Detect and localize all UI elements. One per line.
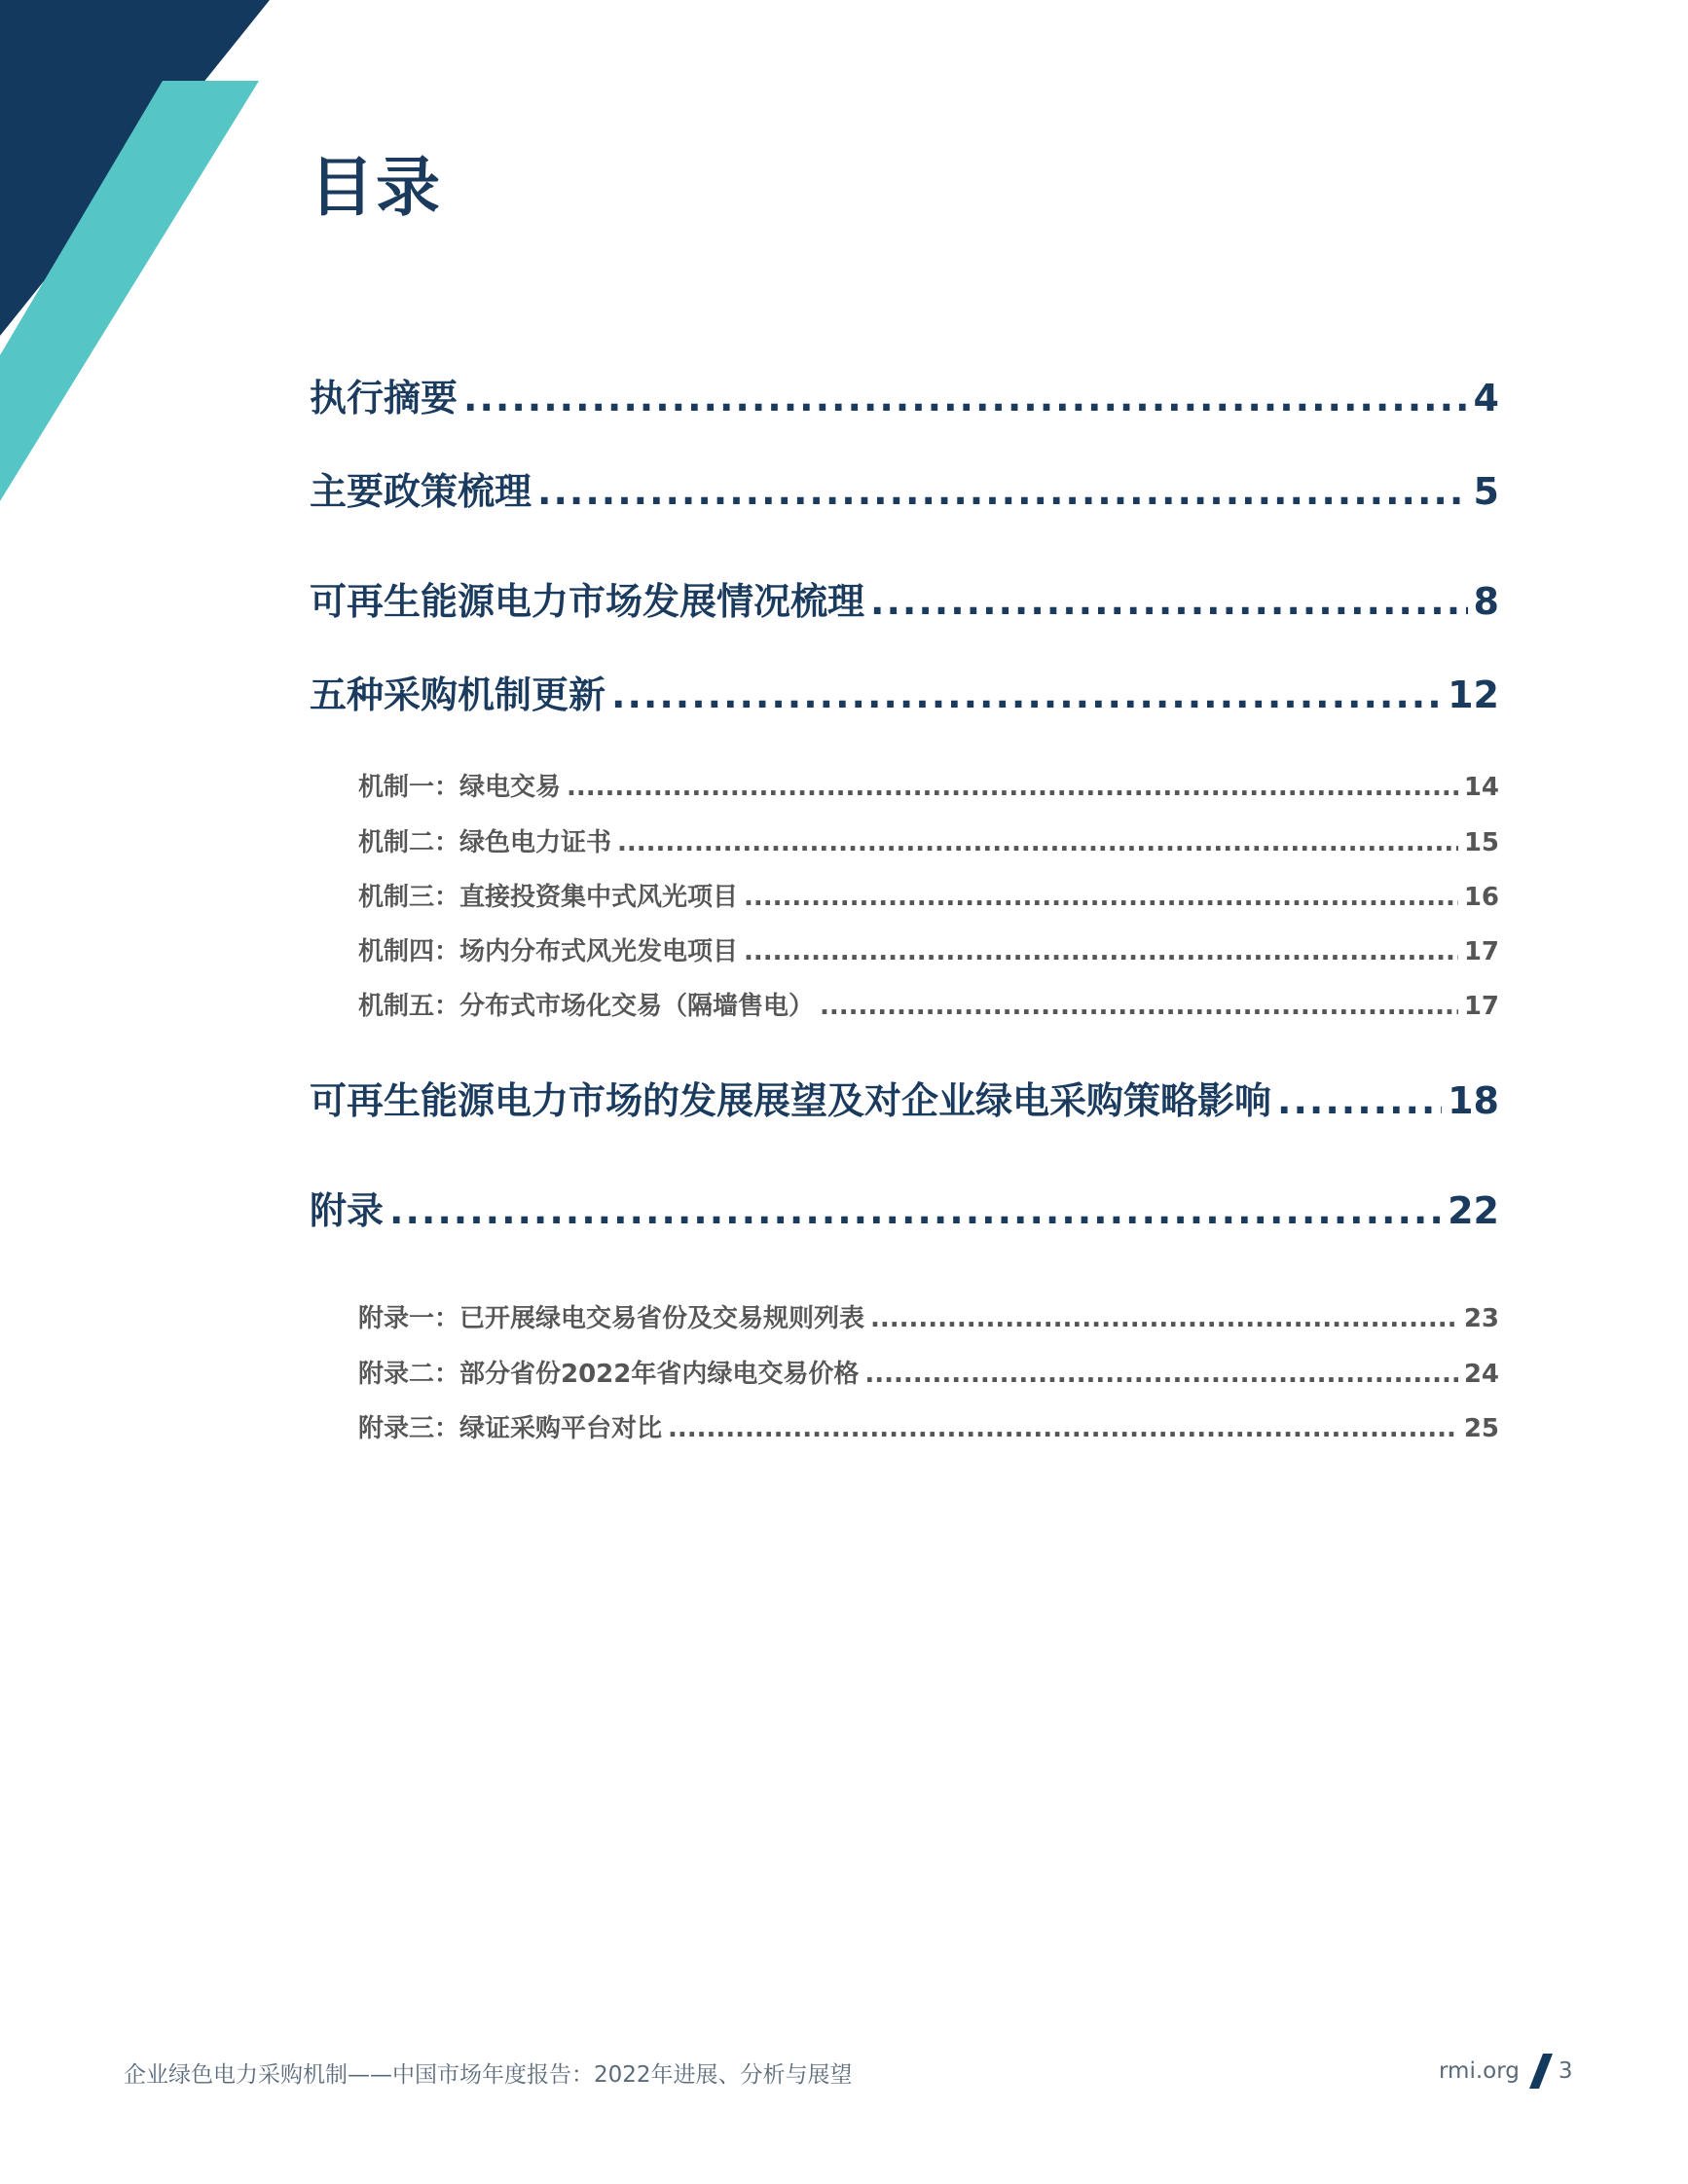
toc-leader-dots <box>870 1304 1458 1333</box>
toc-leader-dots <box>870 580 1468 623</box>
toc-leader-dots <box>744 937 1458 966</box>
toc-entry-page: 16 <box>1463 883 1499 912</box>
toc-leader-dots <box>864 1360 1457 1389</box>
toc-subentry[interactable] <box>358 931 1499 967</box>
toc-leader-dots <box>744 883 1458 912</box>
toc-leader-dots <box>567 773 1458 802</box>
toc-subentry[interactable] <box>358 877 1499 913</box>
toc-leader-dots <box>611 673 1442 716</box>
toc-entry[interactable] <box>310 1181 1499 1234</box>
toc-entry-page: 17 <box>1463 992 1499 1021</box>
slash-icon <box>1529 2054 1553 2089</box>
toc-entry-label: 机制三：直接投资集中式风光项目 <box>358 883 739 912</box>
toc-entry-label: 机制一：绿电交易 <box>358 773 562 802</box>
toc-leader-dots <box>389 1189 1442 1232</box>
toc-entry-label: 附录一：已开展绿电交易省份及交易规则列表 <box>358 1304 865 1333</box>
toc-entry-label: 执行摘要 <box>310 377 459 419</box>
toc-leader-dots <box>820 992 1458 1021</box>
toc-entry-label: 可再生能源电力市场发展情况梳理 <box>310 580 865 623</box>
toc-entry-label: 附录 <box>310 1189 385 1232</box>
toc-entry-page: 18 <box>1448 1079 1499 1122</box>
toc-entry-page: 5 <box>1473 470 1499 513</box>
toc-leader-dots <box>668 1414 1458 1443</box>
toc-subentry[interactable] <box>358 986 1499 1022</box>
toc-subentry[interactable] <box>358 1354 1499 1390</box>
toc-entry[interactable] <box>310 368 1499 421</box>
toc-subentry[interactable] <box>358 822 1499 858</box>
toc-entry-label: 机制二：绿色电力证书 <box>358 828 612 857</box>
toc-entry-page: 14 <box>1463 773 1499 802</box>
toc-leader-dots <box>617 828 1458 857</box>
toc-entry-label: 主要政策梳理 <box>310 470 532 513</box>
toc-entry[interactable] <box>310 1071 1499 1124</box>
toc-entry-label: 机制五：分布式市场化交易（隔墙售电） <box>358 992 815 1021</box>
toc-entry-label: 五种采购机制更新 <box>310 673 606 716</box>
toc-entry[interactable] <box>310 571 1499 625</box>
footer-site-link[interactable]: rmi.org <box>1439 2058 1520 2084</box>
toc-subentry[interactable] <box>358 1298 1499 1334</box>
toc-entry[interactable] <box>310 461 1499 515</box>
footer-page-marker <box>1439 2054 1573 2089</box>
toc-entry-page: 23 <box>1463 1304 1499 1333</box>
toc-entry-page: 4 <box>1473 377 1499 419</box>
footer-report-title: 企业绿色电力采购机制——中国市场年度报告：2022年进展、分析与展望 <box>124 2062 853 2088</box>
toc-leader-dots <box>1277 1079 1442 1122</box>
toc-entry-page: 24 <box>1463 1360 1499 1389</box>
toc-entry-label: 附录二：部分省份2022年省内绿电交易价格 <box>358 1360 860 1389</box>
toc-entry-label: 可再生能源电力市场的发展展望及对企业绿电采购策略影响 <box>310 1079 1272 1122</box>
page-title: 目录 <box>310 150 442 225</box>
toc-entry[interactable] <box>310 665 1499 718</box>
toc-subentry[interactable] <box>358 767 1499 803</box>
toc-entry-page: 12 <box>1448 673 1499 716</box>
toc-entry-page: 8 <box>1473 580 1499 623</box>
toc-subentry[interactable] <box>358 1408 1499 1444</box>
footer-page-number: 3 <box>1558 2058 1573 2084</box>
corner-decoration <box>0 0 292 506</box>
toc-leader-dots <box>537 470 1468 513</box>
toc-entry-page: 17 <box>1463 937 1499 966</box>
toc-entry-label: 机制四：场内分布式风光发电项目 <box>358 937 739 966</box>
toc-entry-page: 15 <box>1463 828 1499 857</box>
toc-entry-page: 22 <box>1448 1189 1499 1232</box>
toc-leader-dots <box>463 377 1468 419</box>
toc-entry-label: 附录三：绿证采购平台对比 <box>358 1414 663 1443</box>
toc-entry-page: 25 <box>1463 1414 1499 1443</box>
